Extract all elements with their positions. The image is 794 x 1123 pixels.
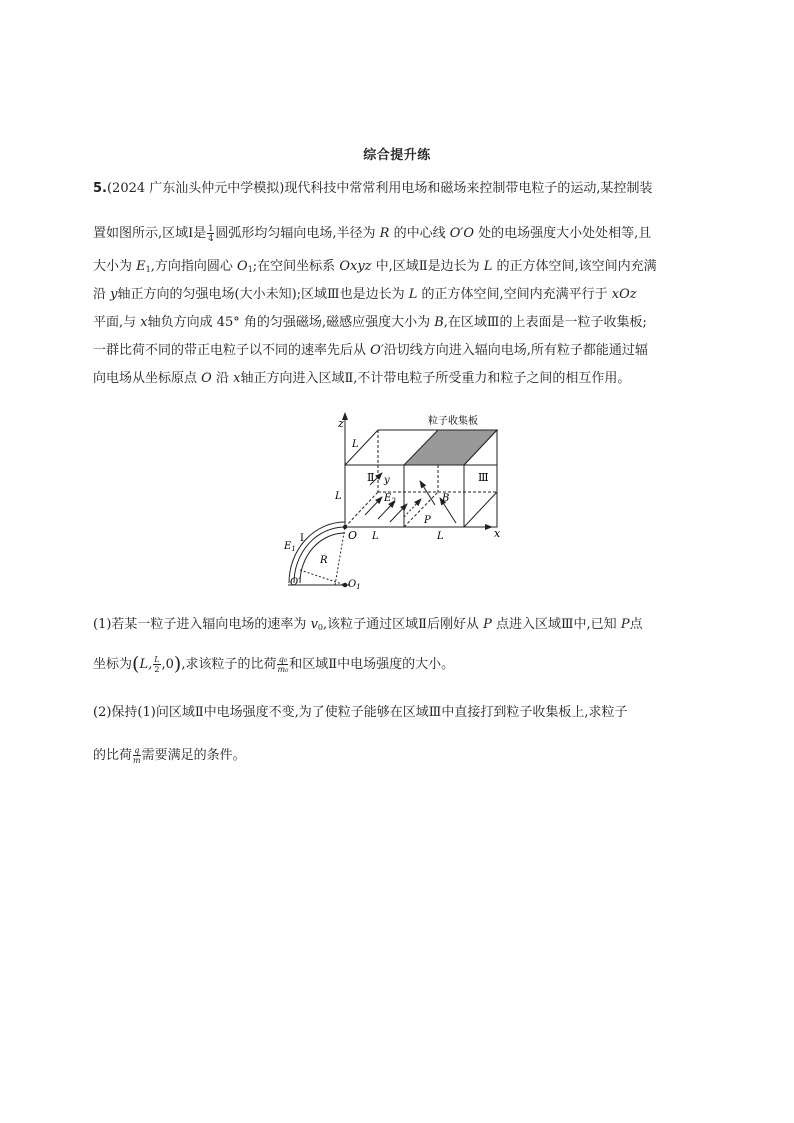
label-L-x2: L (437, 531, 444, 542)
text: 平面,与 (93, 315, 137, 330)
var-y: y (110, 287, 118, 302)
var-O1: O (237, 259, 248, 274)
coord-tail: ,0 (161, 657, 174, 672)
label-L-left: L (335, 491, 342, 502)
radius-line (335, 527, 345, 585)
frac-den: 2 (154, 665, 160, 674)
text: ,方向指向圆心 (150, 259, 233, 274)
var-OpO: O′O (449, 226, 475, 241)
text: 点进入区域Ⅲ中,已知 (496, 617, 617, 632)
var-P: P (620, 617, 630, 632)
text: 大小为 (93, 259, 133, 274)
sub: 1 (247, 265, 253, 274)
label-P: P (424, 515, 431, 526)
label-region-3: Ⅲ (478, 471, 489, 484)
var-L: L (408, 287, 418, 302)
hidden-edge (345, 492, 378, 527)
var-R: R (379, 226, 390, 241)
text: (2)保持(1)问区域Ⅱ中电场强度不变,为了使粒子能够在区域Ⅲ中直接打到粒子收集板上,求粒子 (93, 705, 628, 720)
text: 的正方体空间,空间内充满平行于 (421, 287, 608, 302)
text: 轴正方向进入区域Ⅱ,不计带电粒子所受重力和粒子之间的相互作用。 (240, 371, 631, 386)
frac-den: m₀ (277, 665, 289, 674)
var-xOz: xOz (611, 287, 637, 302)
frac-num: L (154, 655, 160, 664)
var-x: x (233, 371, 241, 386)
label-E2 (383, 493, 396, 505)
label-z: z (338, 417, 344, 430)
text: 轴正方向的匀强电场(大小未知);区域Ⅲ也是边长为 (117, 287, 405, 302)
fraction-L-half (153, 655, 160, 674)
section-title: 综合提升练 (363, 148, 431, 163)
var-E1: E (136, 259, 146, 274)
var-O: O (201, 371, 212, 386)
text: 需要满足的条件。 (141, 748, 246, 763)
stem-line-2 (93, 224, 651, 242)
text: 置如图所示,区域Ⅰ是 (93, 226, 207, 241)
text: 轴负方向成 45° 角的匀强磁场,磁感应强度大小为 (147, 315, 431, 330)
label-origin: O (348, 529, 358, 542)
text: 和区域Ⅱ中电场强度的大小。 (289, 657, 455, 672)
text: ,该粒子通过区域Ⅱ后刚好从 (323, 617, 479, 632)
fraction-q0-m0 (277, 655, 288, 674)
text: 坐标为 (93, 657, 133, 672)
paren-open: ( (132, 653, 140, 675)
question-source: (2024 广东汕头仲元中学模拟) (106, 181, 285, 196)
arc-outermost (289, 522, 345, 583)
b-arrow (420, 481, 435, 505)
sub2-line-1 (93, 704, 627, 722)
collector-plate (404, 430, 497, 465)
stem-line-7 (93, 370, 630, 388)
stem-line-4 (93, 286, 637, 304)
var-Op: O′ (370, 343, 384, 358)
var-L: L (483, 259, 493, 274)
sub2-line-2 (93, 746, 246, 764)
label-B: B (442, 493, 450, 504)
coord-L: L, (139, 657, 153, 672)
stem-line-5 (93, 314, 647, 332)
text: 沿 (215, 371, 229, 386)
text: 向电场从坐标原点 (93, 371, 198, 386)
E1-sub: 1 (291, 545, 296, 553)
stem-line-3 (93, 258, 657, 276)
label-O-prime: O′ (290, 577, 301, 588)
frac-num: q₀ (278, 655, 288, 664)
text: ,在区域Ⅲ的上表面是一粒子收集板; (443, 315, 647, 330)
label-region-1: Ⅰ (300, 533, 304, 544)
center-dot (343, 583, 347, 587)
label-E1 (283, 541, 296, 553)
question-number: 5. (93, 181, 107, 196)
origin-dot (343, 525, 346, 528)
sub: 1 (145, 265, 151, 274)
hidden-edge (404, 492, 438, 527)
paren-close: ) (173, 653, 182, 675)
label-region-2: Ⅱ (367, 471, 375, 484)
text: 的比荷 (93, 748, 133, 763)
text: (1)若某一粒子进入辐向电场的速率为 (93, 617, 307, 632)
text: 的中心线 (393, 226, 446, 241)
sub1-line-2 (93, 655, 454, 673)
text: 沿切线方向进入辐向电场,所有粒子都能通过辐 (383, 343, 648, 358)
text: 点 (629, 617, 643, 632)
radius-line (300, 570, 345, 585)
frac-num: q (134, 746, 140, 755)
text: 圆弧形均匀辐向电场,半径为 (215, 226, 376, 241)
text: 中,区域Ⅱ是边长为 (375, 259, 480, 274)
label-R: R (320, 555, 328, 566)
stem-line-1 (93, 180, 653, 198)
E2: E (384, 493, 392, 504)
sub1-line-1 (93, 616, 643, 634)
frac-den: m (133, 756, 141, 765)
label-L-x1: L (372, 531, 379, 542)
text: 沿 (93, 287, 107, 302)
text: ,求该粒子的比荷 (181, 657, 277, 672)
stem-line-6 (93, 342, 648, 360)
edge (345, 430, 378, 465)
var-x: x (140, 315, 148, 330)
E2-sub: 2 (391, 497, 396, 505)
text: 一群比荷不同的带正电粒子以不同的速率先后从 (93, 343, 367, 358)
O1-sub: 1 (356, 583, 361, 590)
var-Oxyz: Oxyz (339, 259, 372, 274)
edge (464, 492, 497, 527)
sub: 0 (317, 623, 324, 632)
label-y: y (384, 475, 390, 486)
E1: E (284, 541, 292, 552)
text: 处的电场强度大小处处相等,且 (478, 226, 652, 241)
frac-num: 1 (208, 224, 214, 233)
O1: O (348, 579, 357, 590)
text: 现代科技中常常利用电场和磁场来控制带电粒子的运动,某控制装 (284, 181, 653, 196)
apparatus-diagram (270, 405, 520, 590)
fraction-quarter (207, 224, 214, 243)
frac-den: 4 (208, 234, 214, 243)
label-collector: 粒子收集板 (428, 416, 478, 427)
var-v0: v (310, 617, 318, 632)
label-O1 (348, 579, 361, 590)
var-B: B (434, 315, 444, 330)
label-L-top: L (352, 439, 359, 450)
e2-arrow (365, 497, 382, 515)
text: ;在空间坐标系 (252, 259, 336, 274)
e2-arrow (404, 499, 421, 517)
label-x: x (494, 527, 501, 540)
text: 的正方体空间,该空间内充满 (496, 259, 657, 274)
var-P: P (483, 617, 492, 632)
fraction-q-m (133, 746, 141, 765)
